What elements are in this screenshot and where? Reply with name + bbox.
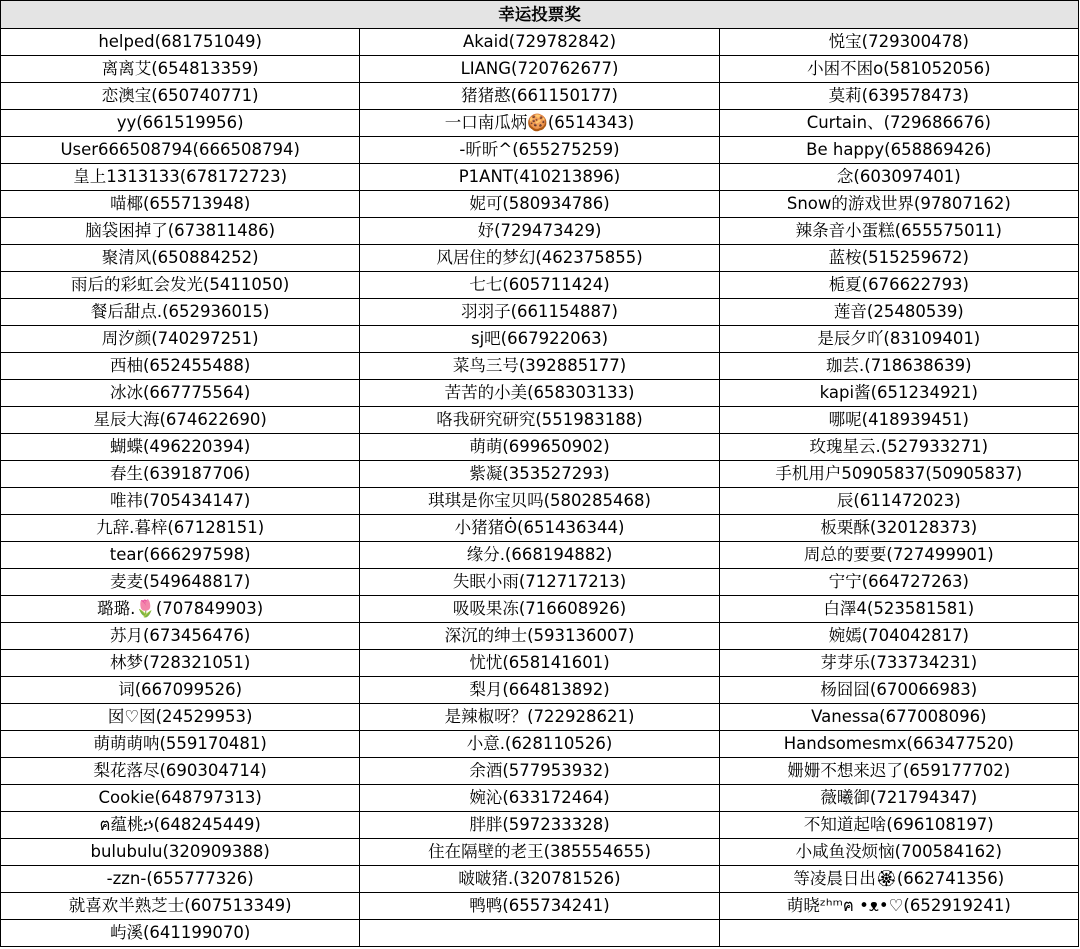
winner-cell: 小困不困o(581052056) <box>719 56 1078 83</box>
winner-cell: 九辞.暮梓(67128151) <box>1 515 360 542</box>
table-title: 幸运投票奖 <box>1 1 1079 29</box>
winner-cell: -zzn-(655777326) <box>1 866 360 893</box>
winner-cell: helped(681751049) <box>1 29 360 56</box>
winner-cell: 星辰大海(674622690) <box>1 407 360 434</box>
winner-cell: 姗姗不想来迟了(659177702) <box>719 758 1078 785</box>
winner-cell: Cookie(648797313) <box>1 785 360 812</box>
winner-cell: 恋澳宝(650740771) <box>1 83 360 110</box>
winner-cell: 离离艾(654813359) <box>1 56 360 83</box>
table-row <box>1 893 1079 920</box>
table-row <box>1 677 1079 704</box>
winner-cell <box>719 920 1078 947</box>
table-row <box>1 56 1079 83</box>
winner-cell: 一口南瓜炳🍪(6514343) <box>360 110 719 137</box>
winner-cell: 宁宁(664727263) <box>719 569 1078 596</box>
table-row <box>1 839 1079 866</box>
winner-cell: 周汐颜(740297251) <box>1 326 360 353</box>
table-row <box>1 920 1079 947</box>
winner-cell: 囡♡囡(24529953) <box>1 704 360 731</box>
winner-cell: 忧忧(658141601) <box>360 650 719 677</box>
winner-cell: 皇上1313133(678172723) <box>1 164 360 191</box>
winner-cell: Vanessa(677008096) <box>719 704 1078 731</box>
winner-cell: 杨囧囧(670066983) <box>719 677 1078 704</box>
table-row <box>1 245 1079 272</box>
winner-cell: 失眠小雨(712717213) <box>360 569 719 596</box>
winner-cell: 缘分.(668194882) <box>360 542 719 569</box>
winner-cell: 梨花落尽(690304714) <box>1 758 360 785</box>
table-row <box>1 785 1079 812</box>
winner-cell: 白澤4(523581581) <box>719 596 1078 623</box>
winner-cell: 吸吸果冻(716608926) <box>360 596 719 623</box>
table-row <box>1 83 1079 110</box>
winner-cell: ฅ蕴桃ኃ(648245449) <box>1 812 360 839</box>
winner-cell: 小意.(628110526) <box>360 731 719 758</box>
winner-cell: 雨后的彩虹会发光(5411050) <box>1 272 360 299</box>
winner-cell: 小猪猪ʘ̇(651436344) <box>360 515 719 542</box>
winner-cell: 春生(639187706) <box>1 461 360 488</box>
table-row <box>1 812 1079 839</box>
winner-cell: 栀夏(676622793) <box>719 272 1078 299</box>
table-row <box>1 191 1079 218</box>
winner-cell: yy(661519956) <box>1 110 360 137</box>
winner-cell: 咯我研究研究(551983188) <box>360 407 719 434</box>
table-row <box>1 272 1079 299</box>
winner-cell: 风居住的梦幻(462375855) <box>360 245 719 272</box>
winner-cell: 胖胖(597233328) <box>360 812 719 839</box>
winner-cell: 是辰夕吖(83109401) <box>719 326 1078 353</box>
table-row <box>1 299 1079 326</box>
winner-cell: 等凌晨日出🏵(662741356) <box>719 866 1078 893</box>
table-row <box>1 704 1079 731</box>
winner-cell: 手机用户50905837(50905837) <box>719 461 1078 488</box>
winner-cell: 七七(605711424) <box>360 272 719 299</box>
winner-cell: -昕昕^(655275259) <box>360 137 719 164</box>
winner-cell: 余酒(577953932) <box>360 758 719 785</box>
winner-cell: 冰冰(667775564) <box>1 380 360 407</box>
title-row <box>1 1 1079 29</box>
winner-cell: LIANG(720762677) <box>360 56 719 83</box>
winner-cell: kapi酱(651234921) <box>719 380 1078 407</box>
table-row <box>1 623 1079 650</box>
winner-cell: 妤(729473429) <box>360 218 719 245</box>
table-row <box>1 866 1079 893</box>
winner-cell: 聚清风(650884252) <box>1 245 360 272</box>
winner-cell: 唯祎(705434147) <box>1 488 360 515</box>
winner-cell: 萌晓ᶻʰᵐฅ •ᴥ•♡(652919241) <box>719 893 1078 920</box>
table-row <box>1 29 1079 56</box>
table-row <box>1 569 1079 596</box>
winner-cell: Snow的游戏世界(97807162) <box>719 191 1078 218</box>
winner-cell: Akaid(729782842) <box>360 29 719 56</box>
winner-cell: 猪猪憨(661150177) <box>360 83 719 110</box>
winner-cell: 珈芸.(718638639) <box>719 353 1078 380</box>
table-row <box>1 731 1079 758</box>
table-row <box>1 326 1079 353</box>
winner-cell: 蓝桉(515259672) <box>719 245 1078 272</box>
winner-cell <box>360 920 719 947</box>
winner-cell: 住在隔壁的老王(385554655) <box>360 839 719 866</box>
winner-cell: 琪琪是你宝贝吗(580285468) <box>360 488 719 515</box>
winner-cell: 莲音(25480539) <box>719 299 1078 326</box>
winner-cell: Curtain、(729686676) <box>719 110 1078 137</box>
winner-cell: 璐璐.🌷(707849903) <box>1 596 360 623</box>
winner-cell: 就喜欢半熟芝士(607513349) <box>1 893 360 920</box>
winner-cell: 薇曦御(721794347) <box>719 785 1078 812</box>
winner-cell: 啵啵猪.(320781526) <box>360 866 719 893</box>
winner-cell: tear(666297598) <box>1 542 360 569</box>
winner-cell: P1ANT(410213896) <box>360 164 719 191</box>
winner-cell: 哪呢(418939451) <box>719 407 1078 434</box>
winner-cell: 不知道起啥(696108197) <box>719 812 1078 839</box>
winner-cell: 萌萌萌呐(559170481) <box>1 731 360 758</box>
winner-cell: 悦宝(729300478) <box>719 29 1078 56</box>
table-row <box>1 758 1079 785</box>
winner-cell: 羽羽子(661154887) <box>360 299 719 326</box>
table-row <box>1 596 1079 623</box>
table-row <box>1 650 1079 677</box>
winner-cell: 麦麦(549648817) <box>1 569 360 596</box>
winner-cell: 鸭鸭(655734241) <box>360 893 719 920</box>
winner-cell: 脑袋困掉了(673811486) <box>1 218 360 245</box>
table-row <box>1 218 1079 245</box>
winner-cell: 是辣椒呀？(722928621) <box>360 704 719 731</box>
winner-cell: sj吧(667922063) <box>360 326 719 353</box>
table-row <box>1 164 1079 191</box>
winner-cell: Be happy(658869426) <box>719 137 1078 164</box>
table-row <box>1 407 1079 434</box>
winner-cell: 苦苦的小美(658303133) <box>360 380 719 407</box>
winner-cell: 芽芽乐(733734231) <box>719 650 1078 677</box>
table-row <box>1 137 1079 164</box>
table-row <box>1 380 1079 407</box>
table-row <box>1 542 1079 569</box>
winner-cell: 菜鸟三号(392885177) <box>360 353 719 380</box>
winner-cell: 婉沁(633172464) <box>360 785 719 812</box>
winner-cell: 深沉的绅士(593136007) <box>360 623 719 650</box>
winner-cell: 小咸鱼没烦恼(700584162) <box>719 839 1078 866</box>
table-row <box>1 353 1079 380</box>
winner-cell: 周总的要要(727499901) <box>719 542 1078 569</box>
winner-cell: 萌萌(699650902) <box>360 434 719 461</box>
winner-cell: 喵椰(655713948) <box>1 191 360 218</box>
winner-cell: 苏月(673456476) <box>1 623 360 650</box>
winner-cell: Handsomesmx(663477520) <box>719 731 1078 758</box>
winner-cell: 妮可(580934786) <box>360 191 719 218</box>
winner-cell: 餐后甜点.(652936015) <box>1 299 360 326</box>
winner-cell: 莫莉(639578473) <box>719 83 1078 110</box>
winner-cell: 玫瑰星云.(527933271) <box>719 434 1078 461</box>
winner-cell: 林梦(728321051) <box>1 650 360 677</box>
winner-cell: User666508794(666508794) <box>1 137 360 164</box>
winner-cell: 词(667099526) <box>1 677 360 704</box>
winner-cell: 婉嫣(704042817) <box>719 623 1078 650</box>
winner-cell: bulubulu(320909388) <box>1 839 360 866</box>
winner-cell: 念(603097401) <box>719 164 1078 191</box>
table-row <box>1 515 1079 542</box>
winner-cell: 辣条音小蛋糕(655575011) <box>719 218 1078 245</box>
table-row <box>1 461 1079 488</box>
winners-list <box>1 29 1079 947</box>
table-row <box>1 488 1079 515</box>
winner-cell: 蝴蝶(496220394) <box>1 434 360 461</box>
winner-cell: 西柚(652455488) <box>1 353 360 380</box>
table-row <box>1 434 1079 461</box>
winner-cell: 屿溪(641199070) <box>1 920 360 947</box>
winner-cell: 辰(611472023) <box>719 488 1078 515</box>
winner-cell: 板栗酥(320128373) <box>719 515 1078 542</box>
winner-cell: 紫凝(353527293) <box>360 461 719 488</box>
winner-cell: 梨月(664813892) <box>360 677 719 704</box>
table-row <box>1 110 1079 137</box>
